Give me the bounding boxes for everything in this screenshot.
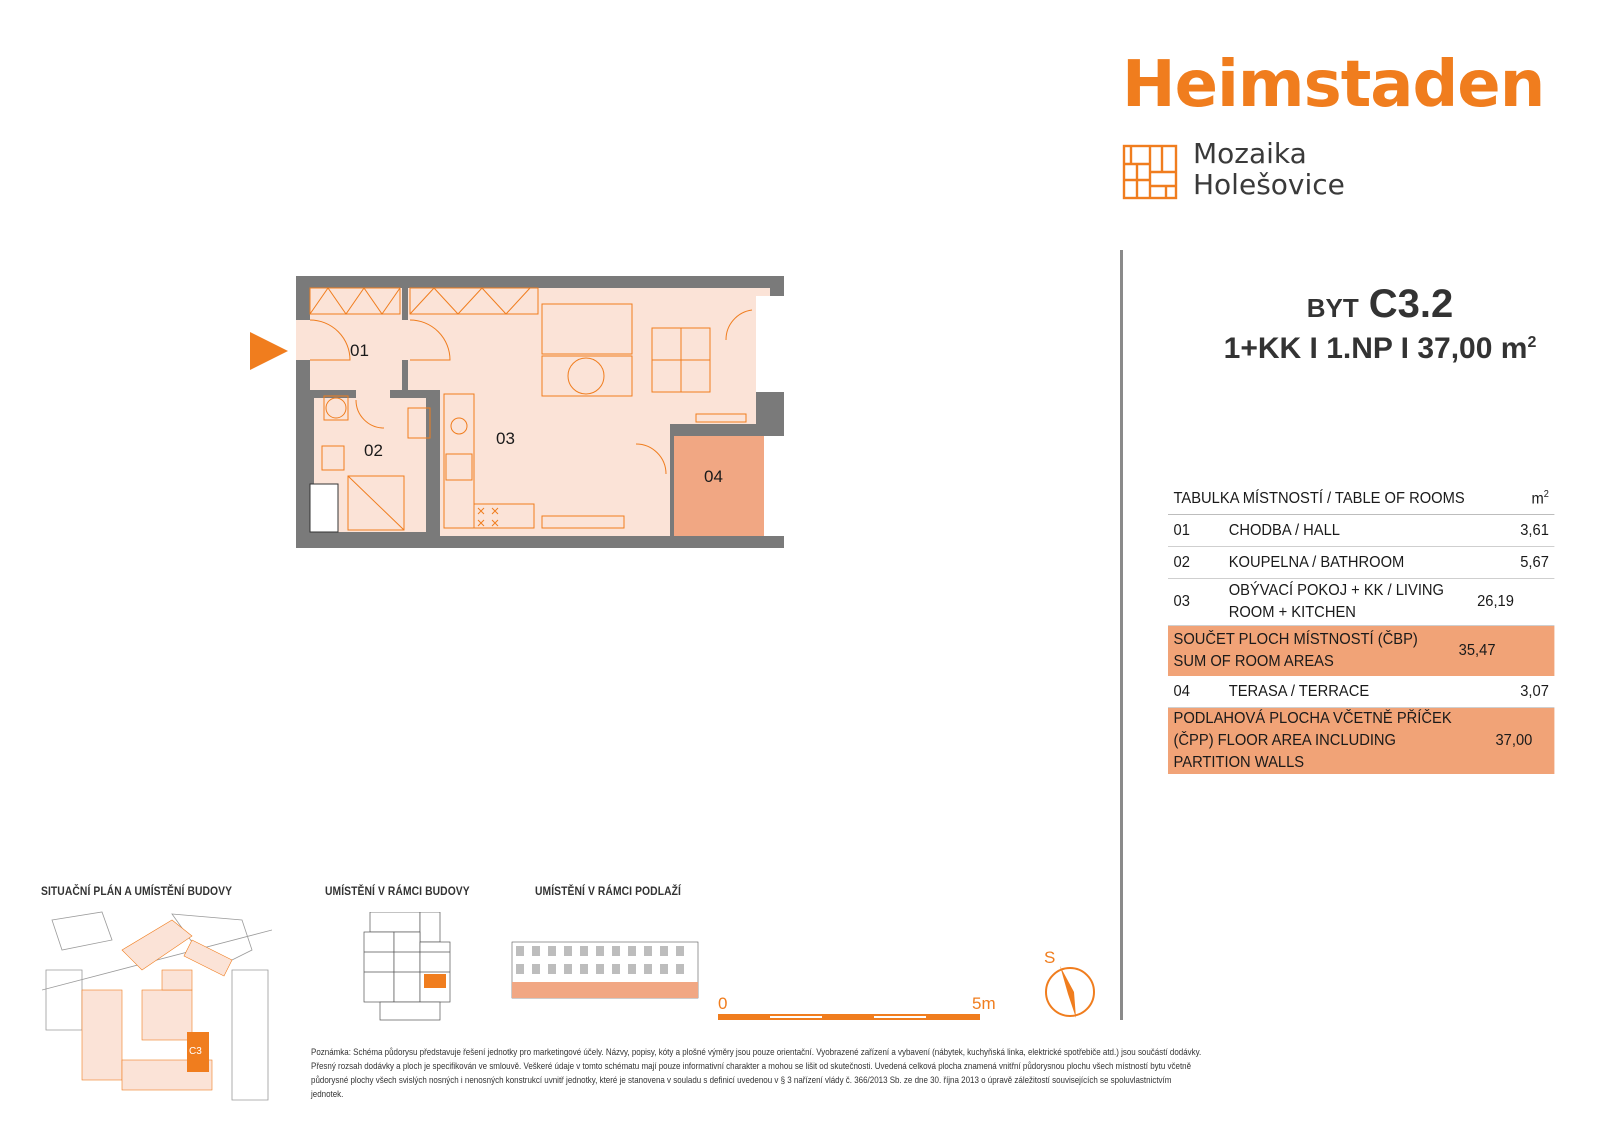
sum-room-areas-row [1168, 626, 1554, 676]
rooms-table-unit [1532, 489, 1555, 508]
mosaic-logo-icon [1122, 144, 1178, 200]
room-02-label: 02 [364, 441, 383, 460]
rooms-table-header [1168, 484, 1554, 515]
room-number: 02 [1173, 553, 1190, 571]
table-row [1168, 515, 1554, 547]
site-highlight-label: C3 [189, 1046, 202, 1057]
unit-summary-sup: 2 [1527, 334, 1537, 351]
room-number: 04 [1173, 682, 1190, 700]
scale-start: 0 [718, 994, 728, 1013]
room-03-area-right [670, 384, 756, 424]
floor-plan [296, 276, 796, 552]
sum-room-areas-label: SOUČET PLOCH MÍSTNOSTÍ (ČBP) SUM OF ROOM AREAS [1173, 631, 1418, 670]
room-01-label: 01 [350, 341, 369, 360]
unit-summary-text: 1+KK I 1.NP I 37,00 m [1223, 332, 1528, 365]
room-04-terrace [674, 436, 764, 536]
unit-prefix: BYT [1306, 293, 1359, 323]
disclaimer-note: Poznámka: Schéma půdorysu představuje řešení jednotky pro marketingové účely. Názvy, popisy, kóty a plošné výměry jsou pouze orientační. Vyobrazené zařízení a vybavení (nábytek, kuchyňská linka, elektrické spotřebiče atd.) jsou součástí dodávky. Přesný rozsah dodávky a ploch je specifikován ve smlouvě. Veškeré údaje v tomto schématu mají pouze informativní charakter a mohou se lišit od skutečnosti. Uvedená celková plocha znamená vnitřní půdorysnou plochu všech místností bytu včetně půdorysné plochy všech svislých nosných i nenosných konstrukcí uvnitř jednotky, které je stanovena v souladu s definicí uvedenou v § 3 nařízení vlády č. 366/2013 Sb. ze dne 30. října 2013 o úpravě záležitostí souvisejících se spoluvlastnictvím jednotek. [311, 1047, 1202, 1100]
unit-text: m [1531, 490, 1544, 508]
floor-area-row [1168, 708, 1554, 774]
building-highlight [424, 974, 446, 988]
building-location-map [360, 912, 460, 1022]
room-area: 3,61 [1520, 521, 1549, 539]
table-row [1168, 547, 1554, 579]
scale-bar [718, 1012, 980, 1022]
shaft [310, 484, 338, 532]
scale-end: 5m [972, 994, 996, 1013]
room-04-label: 04 [704, 467, 723, 486]
room-01-area [310, 288, 402, 390]
sum-room-areas-value: 35,47 [1458, 642, 1496, 659]
room-area: 26,19 [1477, 593, 1514, 610]
room-area: 5,67 [1520, 553, 1549, 571]
project-name-line1: Mozaika [1193, 137, 1307, 170]
entrance-arrow-icon [250, 332, 288, 370]
rooms-table-title: TABULKA MÍSTNOSTÍ / TABLE OF ROOMS [1173, 490, 1465, 507]
project-name [1193, 138, 1345, 200]
compass-icon [1040, 962, 1100, 1022]
room-03-label: 03 [496, 429, 515, 448]
site-plan-map [42, 910, 272, 1106]
room-number: 03 [1173, 593, 1190, 610]
unit-title [1180, 282, 1580, 327]
floor-highlight [512, 982, 698, 998]
floor-area-label: PODLAHOVÁ PLOCHA VČETNĚ PŘÍČEK (ČPP) FLOOR AREA INCLUDING PARTITION WALLS [1173, 710, 1452, 771]
unit-code: C3.2 [1368, 282, 1454, 326]
building-location-title: UMÍSTĚNÍ V RÁMCI BUDOVY [325, 884, 470, 898]
unit-summary [1160, 332, 1600, 366]
project-name-line2: Holešovice [1193, 168, 1345, 201]
rooms-table [1168, 484, 1554, 774]
table-row [1168, 579, 1554, 626]
brand-logo: Heimstaden [1122, 48, 1545, 122]
room-03-area-top [408, 288, 770, 390]
unit-sup: 2 [1543, 489, 1549, 501]
compass-label: S [1044, 948, 1056, 967]
room-number: 01 [1173, 521, 1190, 539]
floor-location-map [510, 936, 700, 1016]
vertical-divider [1120, 250, 1123, 1020]
floor-area-value: 37,00 [1495, 732, 1533, 749]
room-name: CHODBA / HALL [1228, 521, 1340, 539]
room-area: 3,07 [1520, 682, 1549, 700]
site-plan-title: SITUAČNÍ PLÁN A UMÍSTĚNÍ BUDOVY [41, 884, 233, 898]
floor-location-title: UMÍSTĚNÍ V RÁMCI PODLAŽÍ [535, 884, 681, 898]
table-row [1168, 676, 1554, 708]
room-name: KOUPELNA / BATHROOM [1228, 553, 1405, 571]
room-name: TERASA / TERRACE [1228, 682, 1370, 700]
room-name: OBÝVACÍ POKOJ + KK / LIVING ROOM + KITCHEN [1228, 582, 1444, 621]
